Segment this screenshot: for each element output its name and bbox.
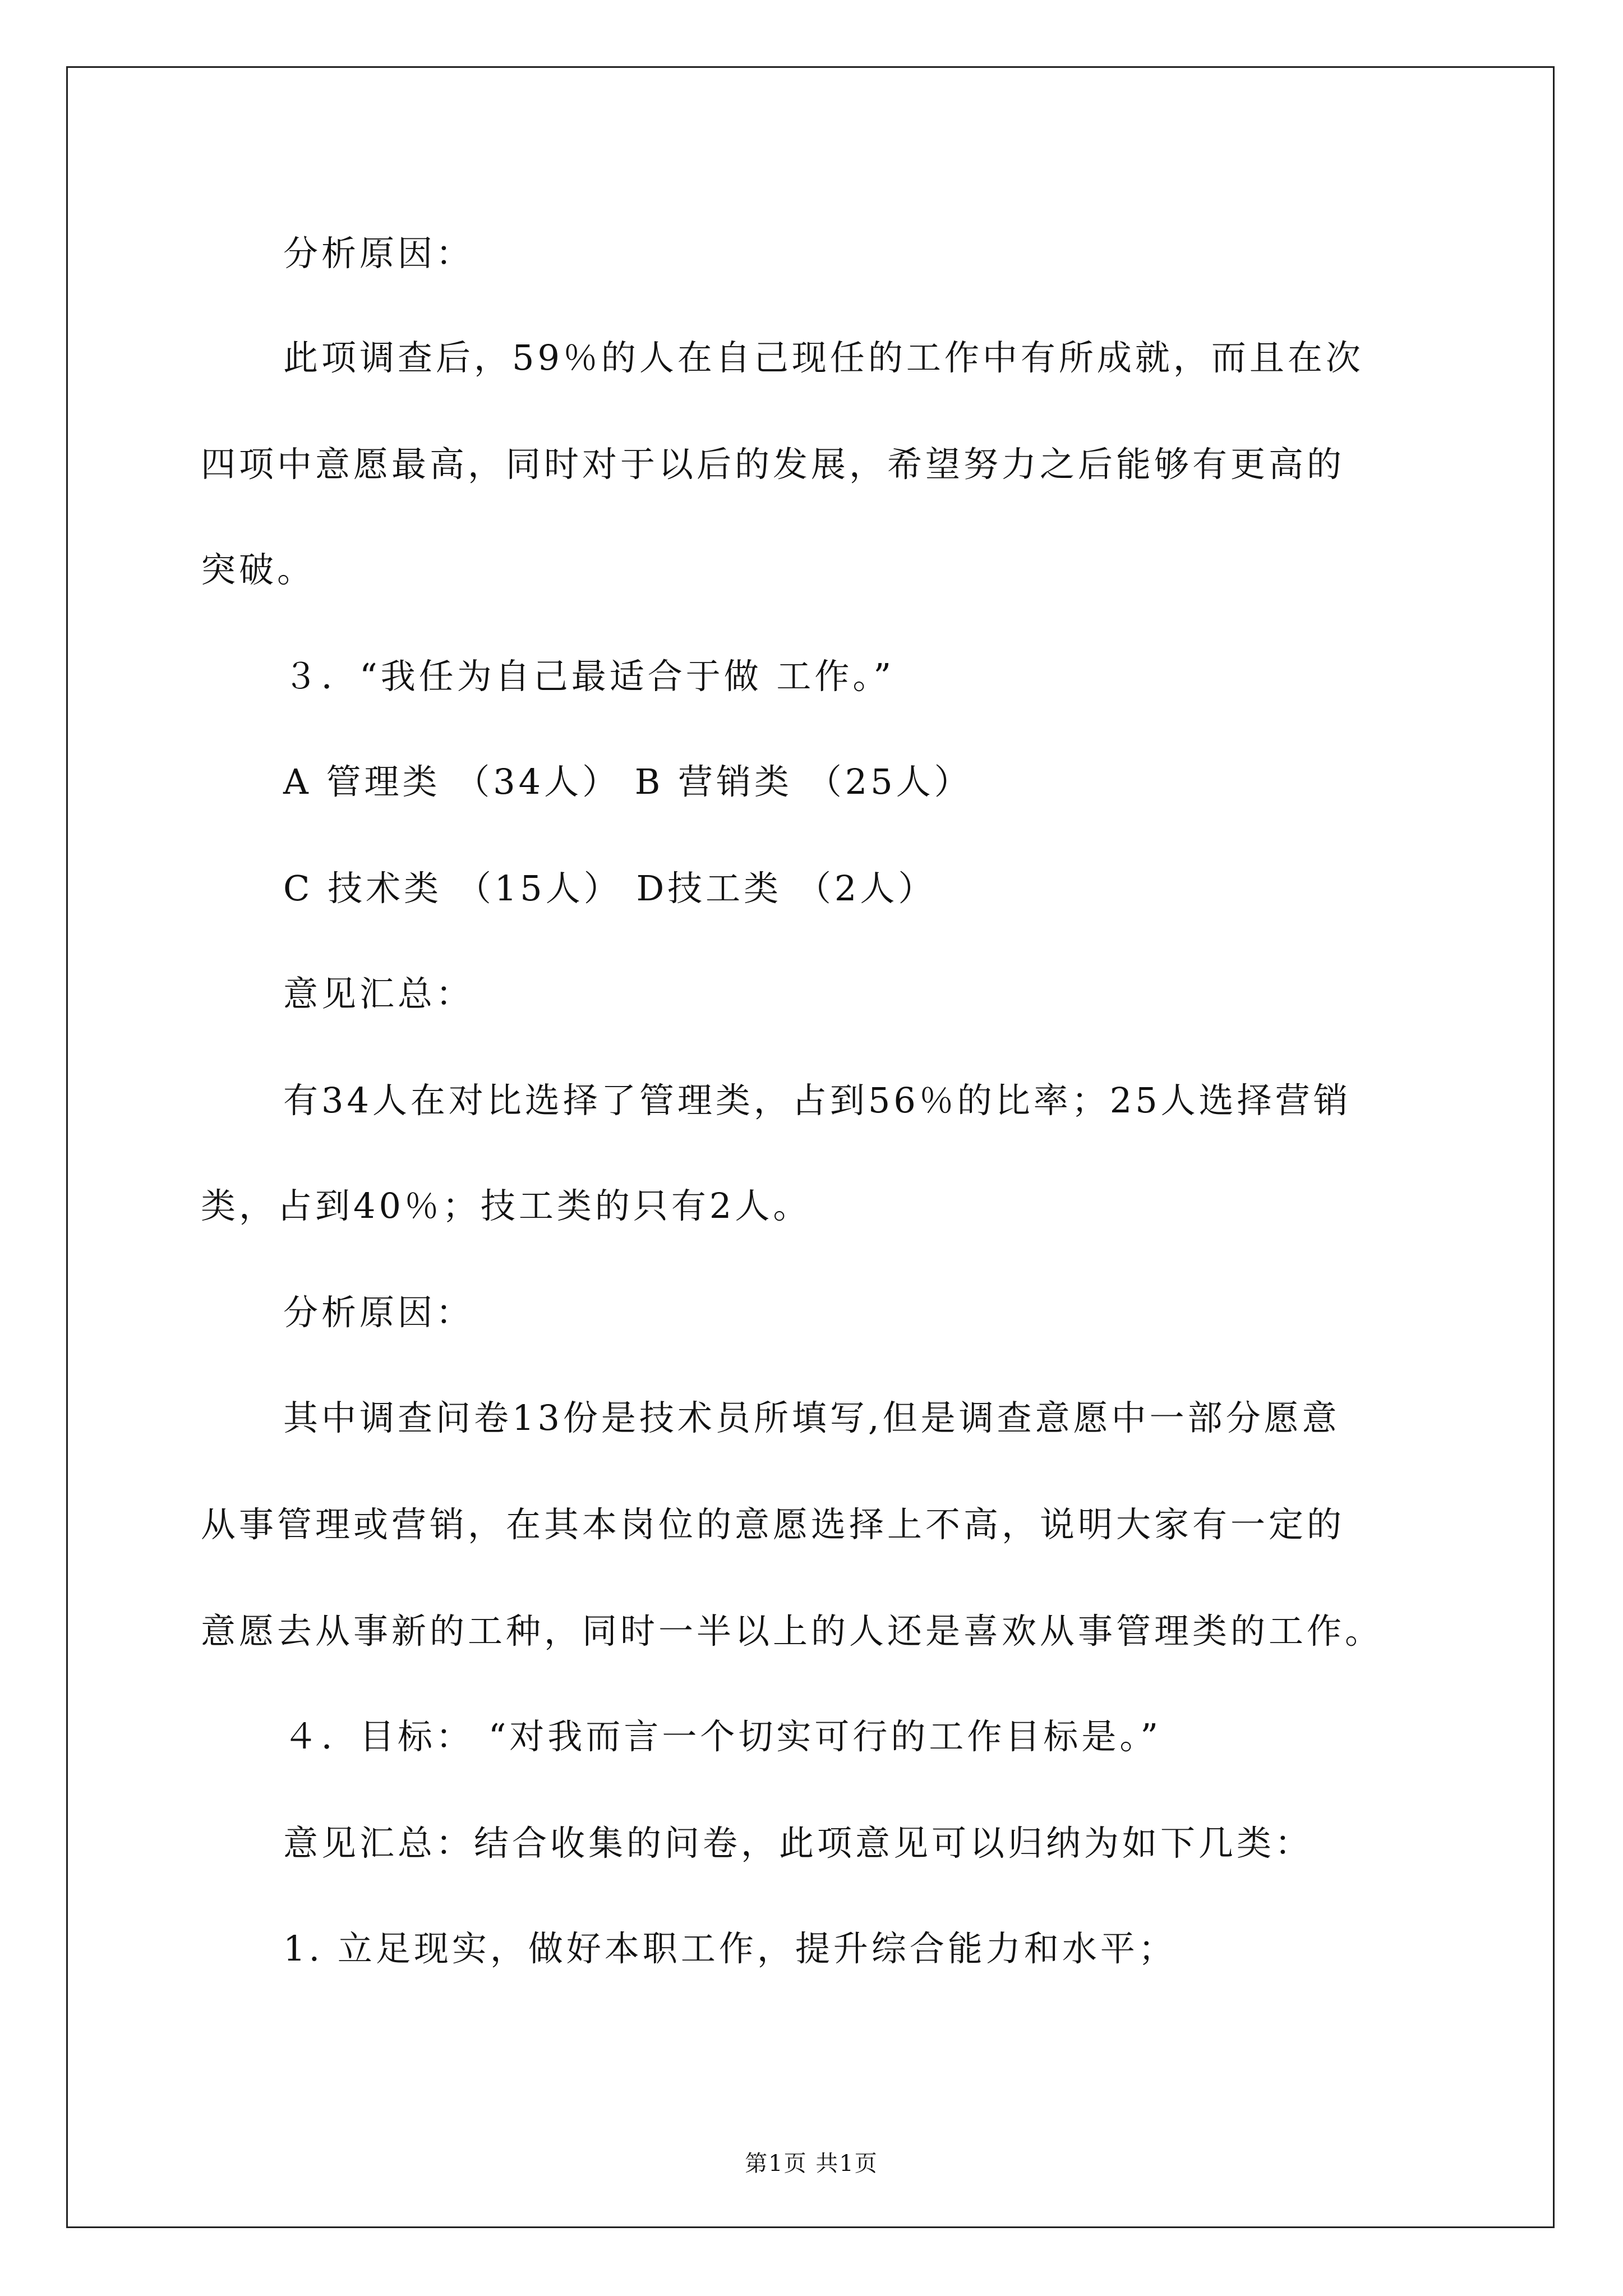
paragraph-line: 类，占到40％；技工类的只有2人。 <box>201 1185 811 1226</box>
paragraph-line: 其中调查问卷13份是技术员所填写,但是调查意愿中一部分愿意 <box>283 1397 1340 1438</box>
paragraph-analysis-heading-1: 分析原因： <box>283 233 474 274</box>
list-item-1: 1. 立足现实，做好本职工作，提升综合能力和水平； <box>283 1928 1177 1969</box>
page-border <box>66 66 1555 2228</box>
paragraph-line: 有34人在对比选择了管理类，占到56％的比率；25人选择营销 <box>283 1080 1352 1121</box>
paragraph-line: 意愿去从事新的工种，同时一半以上的人还是喜欢从事管理类的工作。 <box>201 1611 1384 1651</box>
question-3: ３．“我任为自己最适合于做 工作。” <box>283 656 895 697</box>
question-4: ４．目标： “对我而言一个切实可行的工作目标是。” <box>283 1716 1162 1757</box>
paragraph-line: 从事管理或营销，在其本岗位的意愿选择上不高，说明大家有一定的 <box>201 1504 1345 1545</box>
question-3-options-cd: C 技术类 （15人） D技工类 （2人） <box>283 868 937 909</box>
question-3-options-ab: A 管理类 （34人） B 营销类 （25人） <box>283 761 972 802</box>
paragraph-line: 四项中意愿最高，同时对于以后的发展，希望努力之后能够有更高的 <box>201 444 1345 485</box>
paragraph-line: 突破。 <box>201 549 316 590</box>
paragraph-analysis-heading-2: 分析原因： <box>283 1292 474 1333</box>
paragraph-summary-heading-1: 意见汇总： <box>283 973 474 1014</box>
paragraph-line: 此项调查后，59％的人在自己现任的工作中有所成就，而且在次 <box>283 337 1364 378</box>
page-footer: 第1页 共1页 <box>745 2151 878 2177</box>
paragraph-summary-heading-2: 意见汇总：结合收集的问卷，此项意见可以归纳为如下几类： <box>283 1823 1313 1864</box>
